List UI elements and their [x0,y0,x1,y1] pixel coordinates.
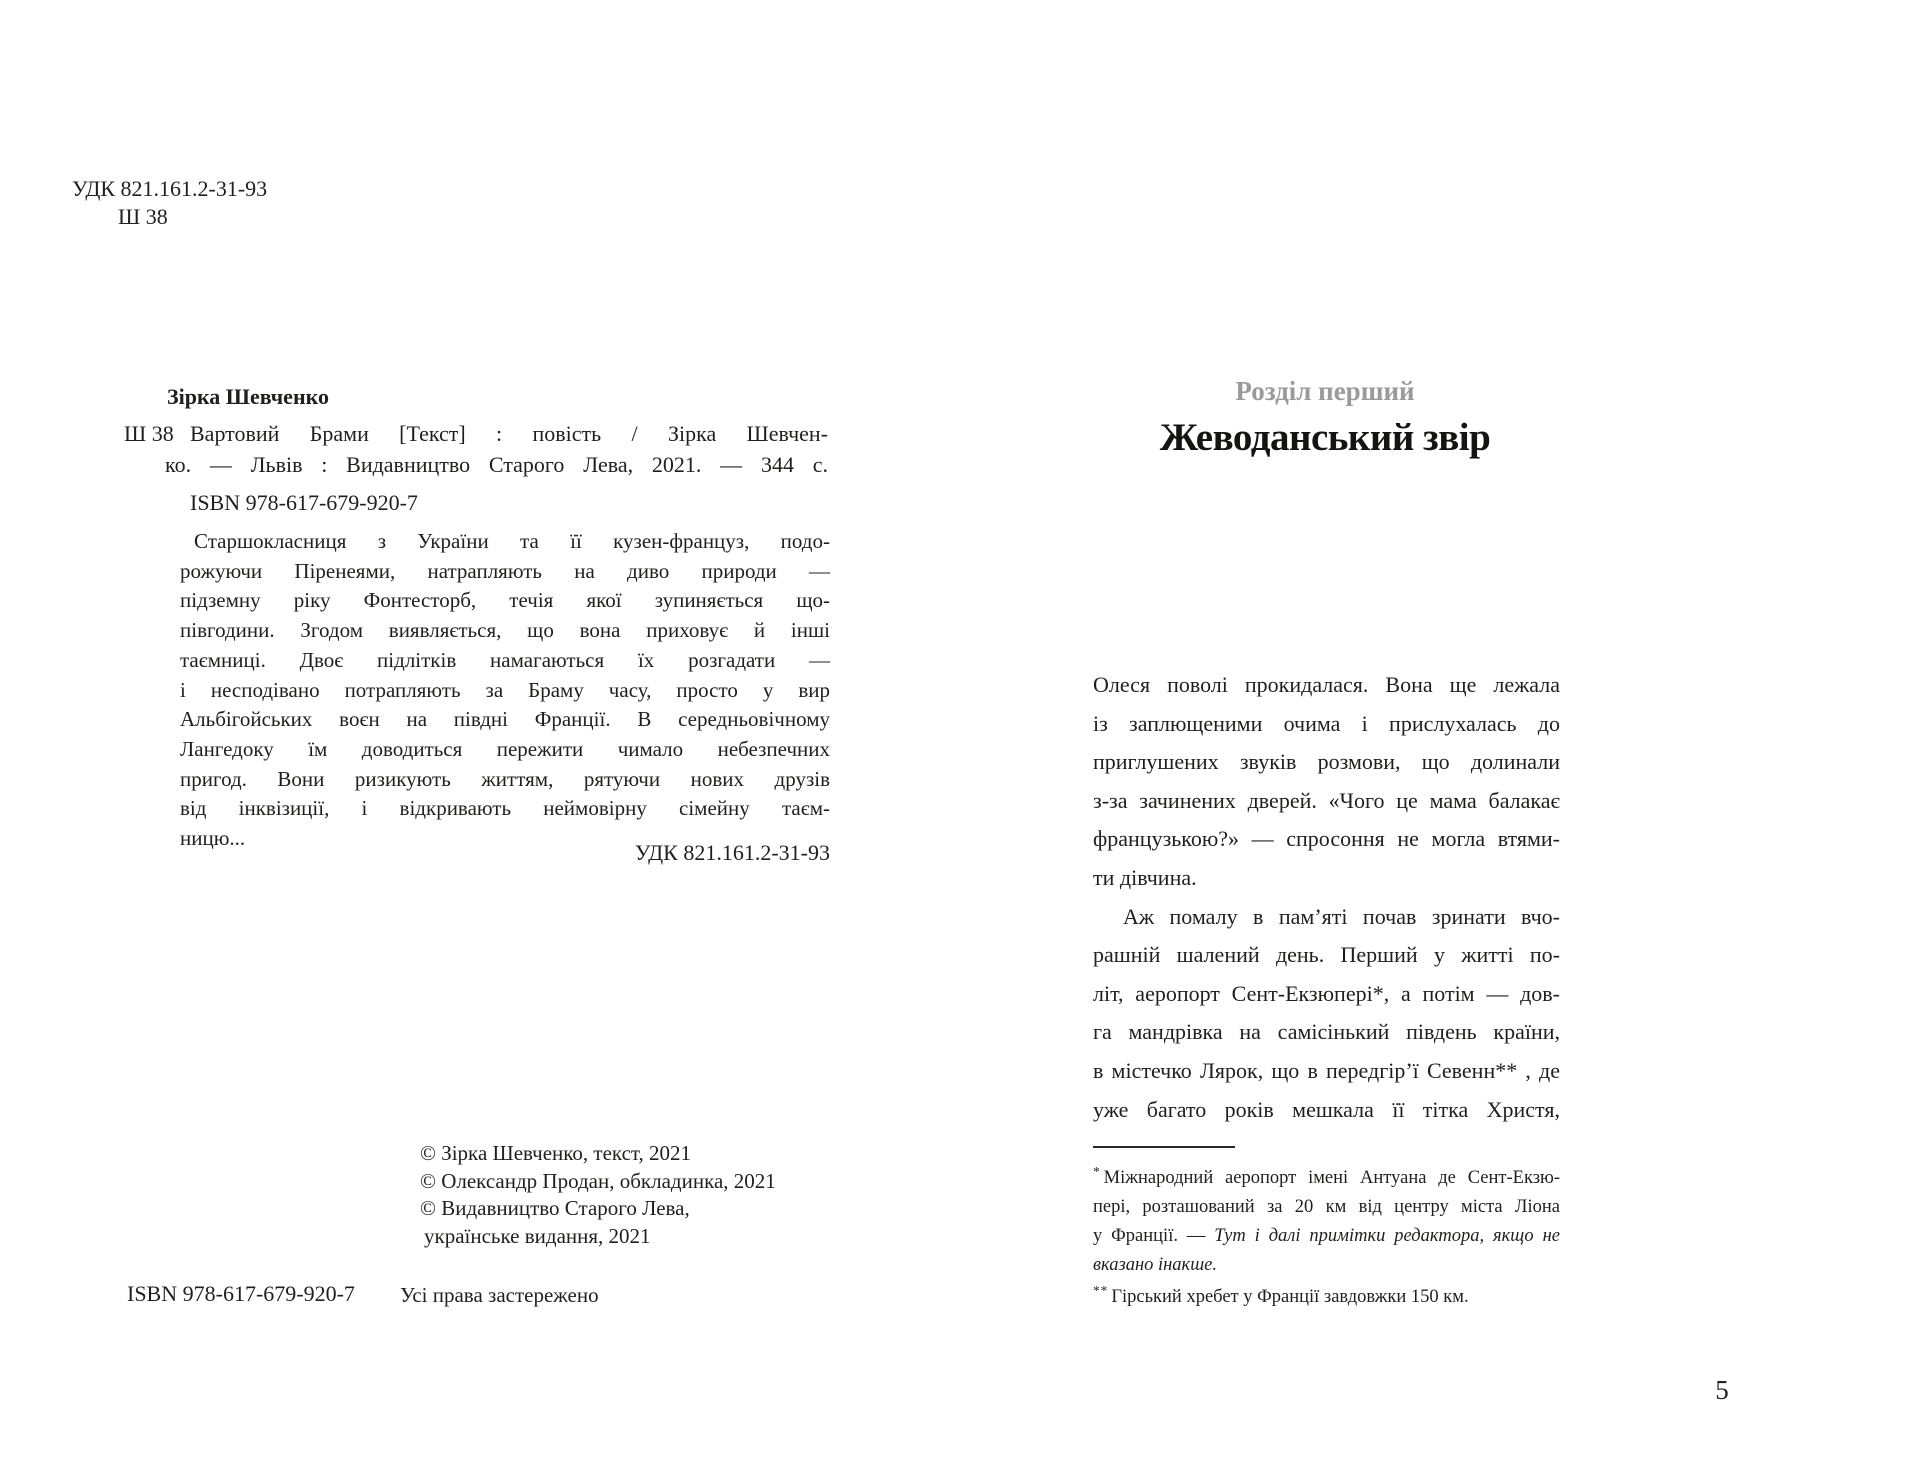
annotation-line: Старшокласниця з України та її кузен-француз, подо- [194,529,830,553]
chapter-label: Розділ перший [1235,376,1415,406]
annotation-line: і несподівано потрапляють за Браму часу, просто у вир [180,677,830,702]
page-number: 5 [1715,1375,1729,1405]
body-text [1093,666,1560,1129]
annotation-line: Лангедоку їм доводиться пережити чимало небезпечних [180,736,830,761]
body-line: із заплющеними очима і прислухалась до [1093,710,1560,736]
annotation-line: від інквізиції, і відкривають неймовірну сімейну таєм- [180,796,830,821]
body-line: рашній шалений день. Перший у житті по- [1093,942,1560,968]
footnote-marker: ** [1093,1283,1109,1298]
annotation-line: ницю... [180,826,246,851]
footnote-line: * Міжнародний аеропорт імені Антуана де Сент-Екзю- [1093,1164,1560,1189]
isbn-catalog: ISBN 978-617-679-920-7 [190,490,418,515]
body-line: з-за зачинених дверей. «Чого це мама балакає [1093,787,1560,813]
footnote-1 [1093,1157,1560,1280]
udc-code-top: УДК 821.161.2-31-93 [72,176,268,201]
footnote-line: вказано інакше. [1093,1255,1218,1276]
catalog-entry-line: ко. — Львів : Видавництво Старого Лева, 2021. — 344 с. [165,452,828,477]
catalog-entry-line: Вартовий Брами [Текст] : повість / Зірка Шевчен- [190,421,828,446]
annotation-line: Альбігойських воєн на півдні Франції. В середньовічному [180,707,830,732]
body-line: приглушених звуків розмови, що долинали [1093,749,1560,775]
bbk-author-sign-top: Ш 38 [118,204,168,229]
body-line: га мандрівка на самісінький південь країни, [1093,1019,1560,1045]
annotation-line: підземну ріку Фонтесторб, течія якої зупиняється що- [180,588,830,613]
body-line: в містечко Лярок, що в передгір’ї Севенн** , де [1093,1057,1560,1083]
annotation-line: півгодини. Згодом виявляється, що вона приховує й інші [180,618,830,643]
copyright-line: українське видання, 2021 [424,1223,651,1248]
body-line: літ, аеропорт Сент-Екзюпері*, а потім — дов- [1093,980,1560,1006]
annotation-line: рожуючи Піренеями, натрапляють на диво природи — [180,558,830,583]
rights-reserved-note: Усі права застережено [400,1283,599,1307]
annotation-line: пригод. Вони ризикують життям, рятуючи нових друзів [180,766,830,791]
isbn-bottom: ISBN 978-617-679-920-7 [127,1281,355,1306]
copyright-line: © Олександр Продан, обкладинка, 2021 [420,1168,776,1193]
body-line: Аж помалу в пам’яті почав зринати вчо- [1123,903,1560,929]
footnote-divider [1093,1146,1235,1148]
footnote-2: ** Гірський хребет у Франції завдовжки 150 км. [1093,1283,1469,1308]
udc-code-bottom: УДК 821.161.2-31-93 [634,840,830,865]
chapter-title: Жеводанський звір [1159,416,1491,459]
body-line: ти дівчина. [1093,864,1197,890]
body-line: уже багато років мешкала її тітка Христя, [1093,1096,1560,1122]
body-line: французькою?» — спросоння не могла втями- [1093,826,1560,852]
footnote-line: у Франції. — Тут і далі примітки редактора, якщо не [1093,1226,1560,1247]
footnote-marker: * [1093,1164,1101,1179]
author-name: Зірка Шевченко [167,384,330,409]
annotation-line: таємниці. Двоє підлітків намагаються їх розгадати — [180,647,830,672]
copyright-block [420,1140,776,1250]
catalog-code: Ш 38 [124,421,174,446]
book-annotation [180,527,830,854]
body-line: Олеся поволі прокидалася. Вона ще лежала [1093,672,1560,697]
copyright-line: © Зірка Шевченко, текст, 2021 [420,1141,691,1165]
copyright-line: © Видавництво Старого Лева, [420,1196,690,1220]
footnote-line: пері, розташований за 20 км від центру міста Ліона [1093,1197,1560,1218]
